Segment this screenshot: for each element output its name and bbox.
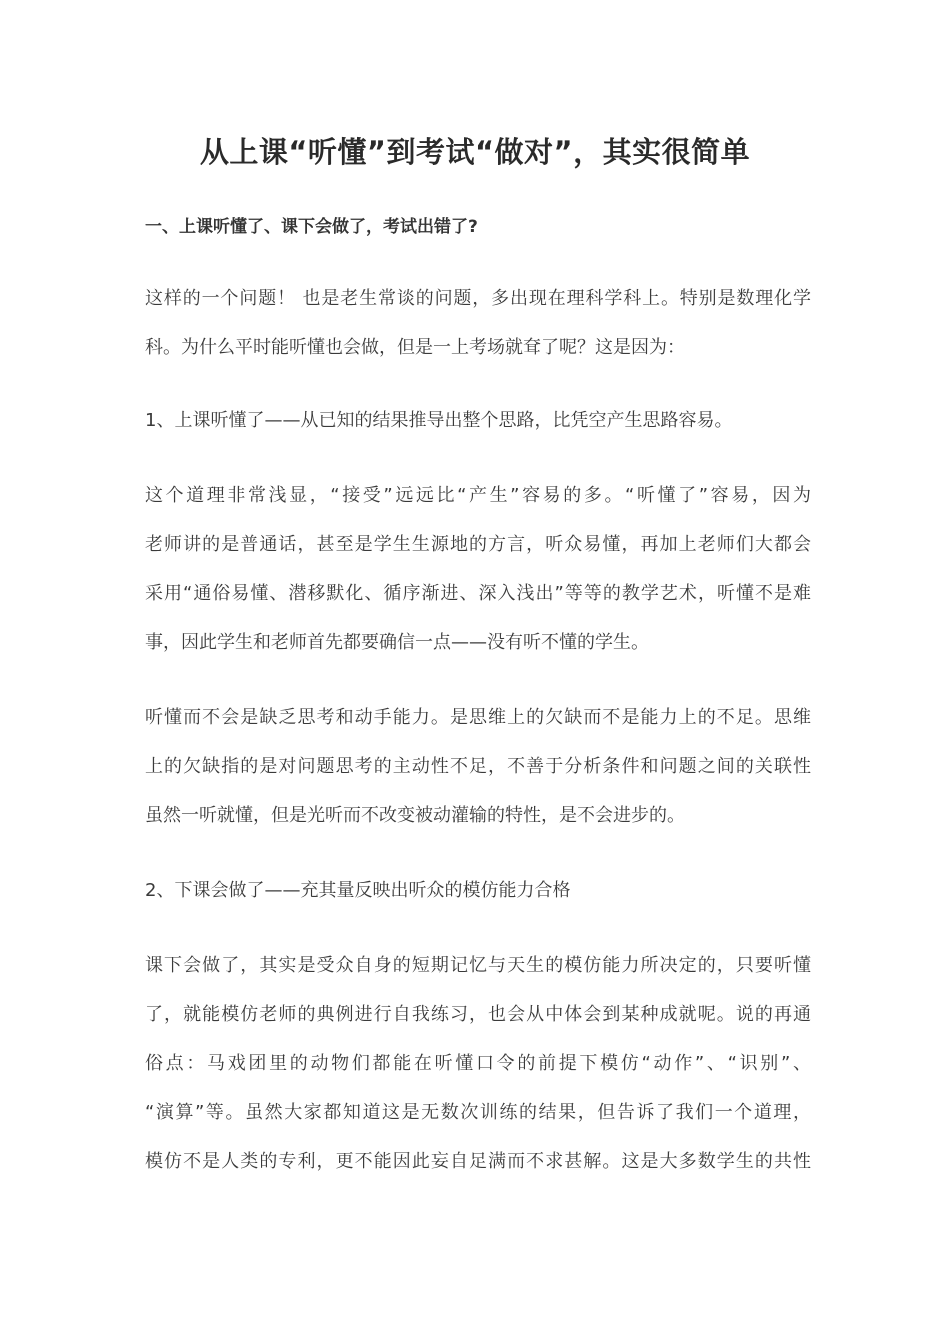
point-1-heading bbox=[145, 396, 811, 445]
paragraph-line: “演算”等。虽然大家都知道这是无数次训练的结果，但告诉了我们一个道理， bbox=[145, 1102, 811, 1123]
paragraph-line: 这个道理非常浅显，“接受”远远比“产生”容易的多。“听懂了”容易，因为 bbox=[145, 485, 811, 506]
paragraph-line: 模仿不是人类的专利，更不能因此妄自足满而不求甚解。这是大多数学生的共性 bbox=[145, 1151, 811, 1172]
paragraph-thinking bbox=[145, 693, 811, 840]
paragraph-line: 老师讲的是普通话，甚至是学生生源地的方言，听众易懂，再加上老师们大都会 bbox=[145, 534, 811, 555]
paragraph-line: 2、下课会做了——充其量反映出听众的模仿能力合格 bbox=[145, 880, 571, 901]
paragraph-intro bbox=[145, 274, 811, 372]
paragraph-line: 课下会做了，其实是受众自身的短期记忆与天生的模仿能力所决定的，只要听懂 bbox=[145, 955, 811, 976]
paragraph-imitation bbox=[145, 941, 811, 1186]
paragraph-line: 了，就能模仿老师的典例进行自我练习，也会从中体会到某种成就呢。说的再通 bbox=[145, 1004, 811, 1025]
paragraph-line: 采用“通俗易懂、潜移默化、循序渐进、深入浅出”等等的教学艺术，听懂不是难 bbox=[145, 583, 811, 604]
paragraph-line: 听懂而不会是缺乏思考和动手能力。是思维上的欠缺而不是能力上的不足。思维 bbox=[145, 707, 811, 728]
document-title: 从上课“听懂”到考试“做对”，其实很简单 bbox=[199, 135, 751, 169]
paragraph-line: 俗点：马戏团里的动物们都能在听懂口令的前提下模仿“动作”、“识别”、 bbox=[145, 1053, 811, 1074]
paragraph-line: 1、上课听懂了——从已知的结果推导出整个思路，比凭空产生思路容易。 bbox=[145, 410, 733, 431]
point-2-heading bbox=[145, 866, 811, 915]
paragraph-line: 科。为什么平时能听懂也会做，但是一上考场就耷了呢？这是因为： bbox=[145, 337, 685, 358]
section-heading: 一、上课听懂了、课下会做了，考试出错了? bbox=[145, 217, 478, 237]
paragraph-line: 虽然一听就懂，但是光听而不改变被动灌输的特性，是不会进步的。 bbox=[145, 805, 685, 826]
paragraph-line: 这样的一个问题！ 也是老生常谈的问题，多出现在理科学科上。特别是数理化学 bbox=[145, 288, 811, 309]
paragraph-listening bbox=[145, 471, 811, 667]
paragraph-line: 事，因此学生和老师首先都要确信一点——没有听不懂的学生。 bbox=[145, 632, 649, 653]
paragraph-line: 上的欠缺指的是对问题思考的主动性不足，不善于分析条件和问题之间的关联性 bbox=[145, 756, 811, 777]
